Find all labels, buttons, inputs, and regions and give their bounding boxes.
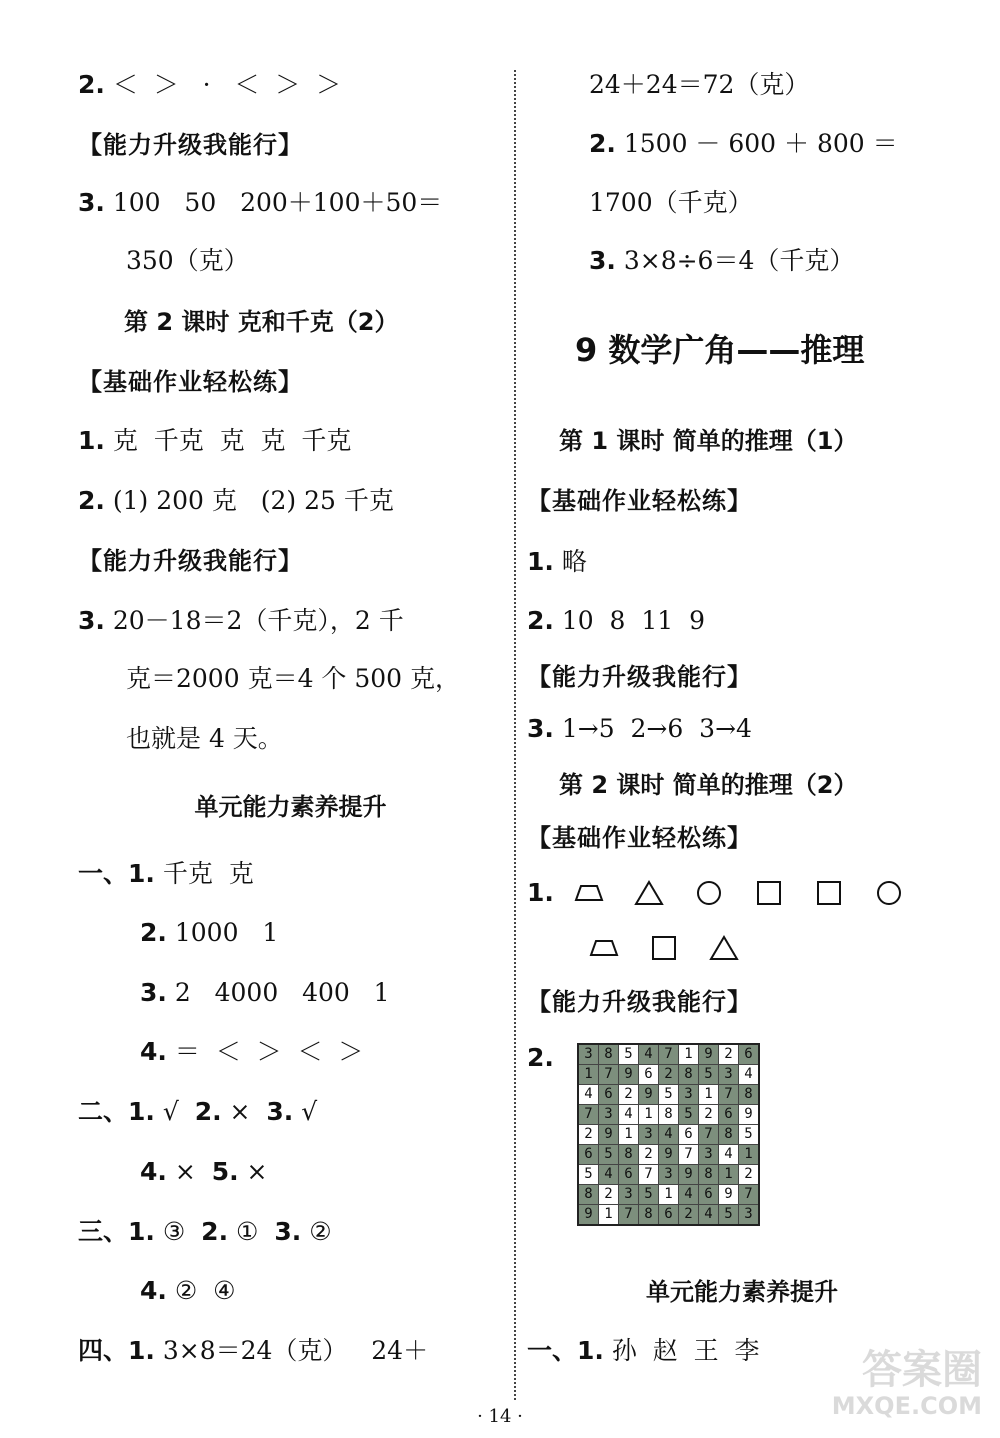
sudoku-row	[578, 1165, 759, 1185]
sudoku-cell: 2	[719, 1044, 739, 1065]
answer-line	[140, 1276, 236, 1306]
answer-text: √	[293, 1097, 318, 1126]
answer-line	[140, 1157, 268, 1187]
sudoku-cell: 6	[719, 1105, 739, 1125]
question-number: 3.	[140, 978, 167, 1007]
sudoku-cell: 3	[739, 1205, 760, 1226]
section-heading: 【能力升级我能行】	[78, 547, 303, 575]
sudoku-row	[578, 1085, 759, 1105]
watermark-url: MXQE.COM	[831, 1392, 982, 1420]
answer-text: 1→5 2→6 3→4	[553, 714, 752, 743]
question-number: 2.	[78, 486, 105, 515]
answer-line	[78, 426, 351, 456]
answer-text: ＝ ＜ ＞ ＜ ＞	[166, 1037, 364, 1066]
section-heading: 【能力升级我能行】	[78, 131, 303, 159]
chapter-title: 9 数学广角——推理	[575, 331, 865, 369]
watermark	[812, 1348, 982, 1426]
sudoku-cell: 2	[639, 1145, 659, 1165]
sudoku-cell: 7	[659, 1044, 679, 1065]
sudoku-cell: 5	[659, 1085, 679, 1105]
question-number: 二、1.	[78, 1097, 155, 1126]
question-number: 2.	[194, 1097, 222, 1126]
sudoku-cell: 9	[659, 1145, 679, 1165]
answer-text: 2 4000 400 1	[166, 978, 390, 1007]
answer-text: 1500 － 600 ＋ 800 ＝	[615, 129, 898, 158]
sudoku-cell: 7	[719, 1085, 739, 1105]
sudoku-cell: 6	[599, 1085, 619, 1105]
answer-text: ＜ ＞ · ＜ ＞ ＞	[104, 70, 342, 99]
sudoku-cell: 7	[739, 1185, 760, 1205]
sudoku-cell: 1	[578, 1065, 599, 1085]
sudoku-cell: 6	[679, 1125, 699, 1145]
question-number: 2.	[527, 1043, 554, 1072]
sudoku-cell: 4	[719, 1145, 739, 1165]
sudoku-cell: 3	[659, 1165, 679, 1185]
answer-text: 千克 克	[154, 859, 254, 888]
circle-icon	[874, 880, 904, 906]
lesson-title: 第 2 课时 简单的推理（2）	[559, 771, 858, 799]
answer-line	[589, 129, 898, 159]
sudoku-cell: 5	[739, 1125, 760, 1145]
answer-line	[78, 486, 394, 516]
sudoku-cell: 6	[619, 1165, 639, 1185]
answer-line	[140, 1037, 363, 1067]
triangle-icon	[634, 880, 664, 906]
answer-text: ×	[221, 1097, 267, 1126]
sudoku-cell: 1	[699, 1085, 719, 1105]
question-number: 3.	[527, 714, 554, 743]
sudoku-cell: 3	[599, 1105, 619, 1125]
sudoku-cell: 7	[639, 1165, 659, 1185]
answer-text: 孙 赵 王 李	[603, 1336, 760, 1365]
sudoku-cell: 2	[599, 1185, 619, 1205]
sudoku-cell: 1	[659, 1185, 679, 1205]
sudoku-cell: 9	[739, 1105, 760, 1125]
answer-text: 10 8 11 9	[553, 606, 705, 635]
sudoku-cell: 7	[679, 1145, 699, 1165]
answer-text: ② ④	[166, 1276, 236, 1305]
sudoku-cell: 5	[599, 1145, 619, 1165]
sudoku-cell: 2	[578, 1125, 599, 1145]
answer-text: 略	[553, 547, 587, 576]
sudoku-cell: 1	[619, 1125, 639, 1145]
answer-line	[527, 547, 587, 577]
question-number: 3.	[78, 606, 105, 635]
question-number: 2.	[589, 129, 616, 158]
answer-text: ②	[301, 1217, 332, 1246]
answer-text: √	[154, 1097, 195, 1126]
answer-text: 100 50 200＋100＋50＝	[104, 188, 443, 217]
sudoku-grid	[577, 1043, 760, 1226]
trapezoid-icon	[574, 880, 604, 906]
sudoku-cell: 6	[578, 1145, 599, 1165]
section-heading: 【能力升级我能行】	[527, 663, 752, 691]
answer-line	[140, 978, 390, 1008]
section-heading: 【能力升级我能行】	[527, 988, 752, 1016]
question-number: 3.	[274, 1217, 302, 1246]
question-number: 一、1.	[527, 1336, 604, 1365]
question-number: 三、1.	[78, 1217, 155, 1246]
answer-text: 3×8＝24（克） 24＋	[154, 1336, 429, 1365]
sudoku-cell: 3	[699, 1145, 719, 1165]
sudoku-cell: 1	[599, 1205, 619, 1226]
sudoku-row	[578, 1145, 759, 1165]
sudoku-cell: 8	[719, 1125, 739, 1145]
sudoku-cell: 9	[619, 1065, 639, 1085]
answer-line: 350（克）	[126, 246, 249, 275]
answer-line	[78, 1217, 332, 1247]
question-number: 2.	[201, 1217, 229, 1246]
sudoku-cell: 7	[699, 1125, 719, 1145]
question-number: 2.	[527, 606, 554, 635]
square-icon	[754, 880, 784, 906]
sudoku-cell: 8	[659, 1105, 679, 1125]
sudoku-cell: 4	[599, 1165, 619, 1185]
square-icon	[649, 935, 679, 961]
sudoku-cell: 4	[739, 1065, 760, 1085]
sudoku-cell: 9	[639, 1085, 659, 1105]
sudoku-cell: 3	[639, 1125, 659, 1145]
sudoku-cell: 4	[679, 1185, 699, 1205]
sudoku-cell: 9	[719, 1185, 739, 1205]
answer-line	[589, 246, 854, 276]
sudoku-cell: 7	[599, 1065, 619, 1085]
answer-text: 1000 1	[166, 918, 279, 947]
sudoku-cell: 8	[599, 1044, 619, 1065]
sudoku-cell: 6	[639, 1065, 659, 1085]
answer-text: 20－18＝2（千克），2 千	[104, 606, 404, 635]
watermark-logo: 答案圈	[862, 1347, 982, 1393]
answer-line	[527, 1336, 760, 1366]
circle-icon	[694, 880, 724, 906]
answer-line	[78, 1097, 317, 1127]
sudoku-cell: 4	[639, 1044, 659, 1065]
answer-text: ①	[228, 1217, 275, 1246]
answer-text: ×	[238, 1157, 268, 1186]
sudoku-cell: 5	[719, 1205, 739, 1226]
question-number: 3.	[266, 1097, 294, 1126]
answer-line	[78, 188, 442, 218]
answer-text: (1) 200 克 (2) 25 千克	[104, 486, 394, 515]
shape-sequence	[527, 878, 904, 908]
sudoku-cell: 8	[639, 1205, 659, 1226]
sudoku-cell: 8	[619, 1145, 639, 1165]
sudoku-cell: 9	[679, 1165, 699, 1185]
lesson-title: 第 2 课时 克和千克（2）	[124, 308, 399, 336]
answer-text: ③	[154, 1217, 202, 1246]
sudoku-cell: 6	[699, 1185, 719, 1205]
lesson-title: 单元能力素养提升	[194, 793, 387, 821]
sudoku-cell: 2	[699, 1105, 719, 1125]
sudoku-cell: 5	[639, 1185, 659, 1205]
question-number: 5.	[211, 1157, 239, 1186]
sudoku-cell: 2	[679, 1205, 699, 1226]
sudoku-cell: 9	[578, 1205, 599, 1226]
question-number: 3.	[78, 188, 105, 217]
sudoku-cell: 3	[619, 1185, 639, 1205]
answer-line	[140, 918, 278, 948]
sudoku-cell: 8	[699, 1165, 719, 1185]
sudoku-cell: 5	[699, 1065, 719, 1085]
sudoku-row	[578, 1044, 759, 1065]
question-number: 4.	[140, 1276, 167, 1305]
sudoku-row	[578, 1105, 759, 1125]
question-number: 1.	[527, 878, 554, 907]
sudoku-row	[578, 1125, 759, 1145]
sudoku-cell: 7	[578, 1105, 599, 1125]
sudoku-cell: 5	[578, 1165, 599, 1185]
sudoku-cell: 1	[719, 1165, 739, 1185]
answer-line	[527, 606, 705, 636]
sudoku-cell: 4	[578, 1085, 599, 1105]
square-icon	[814, 880, 844, 906]
answer-line	[78, 70, 341, 100]
sudoku-cell: 4	[699, 1205, 719, 1226]
question-number: 4.	[140, 1037, 167, 1066]
answer-text: 克 千克 克 克 千克	[104, 426, 352, 455]
trapezoid-icon	[589, 935, 619, 961]
question-number: 2.	[78, 70, 105, 99]
answer-line	[78, 606, 404, 636]
question-number: 2.	[140, 918, 167, 947]
answer-text: 3×8÷6＝4（千克）	[615, 246, 855, 275]
question-number: 4.	[140, 1157, 167, 1186]
triangle-icon	[709, 935, 739, 961]
answer-line	[78, 1336, 428, 1366]
sudoku-row	[578, 1205, 759, 1226]
column-divider	[514, 70, 516, 1400]
question-number: 四、1.	[78, 1336, 155, 1365]
sudoku-cell: 3	[578, 1044, 599, 1065]
sudoku-cell: 1	[739, 1145, 760, 1165]
sudoku-cell: 2	[739, 1165, 760, 1185]
page-number: · 14 ·	[477, 1406, 523, 1427]
sudoku-cell: 2	[619, 1085, 639, 1105]
sudoku-cell: 4	[619, 1105, 639, 1125]
sudoku-cell: 9	[699, 1044, 719, 1065]
sudoku-row	[578, 1185, 759, 1205]
question-number: 3.	[589, 246, 616, 275]
sudoku-cell: 5	[619, 1044, 639, 1065]
sudoku-cell: 5	[679, 1105, 699, 1125]
sudoku-cell: 1	[639, 1105, 659, 1125]
sudoku-cell: 8	[679, 1065, 699, 1085]
sudoku-cell: 2	[659, 1065, 679, 1085]
lesson-title: 第 1 课时 简单的推理（1）	[559, 427, 858, 455]
sudoku-cell: 8	[739, 1085, 760, 1105]
sudoku-row	[578, 1065, 759, 1085]
section-heading: 【基础作业轻松练】	[527, 824, 752, 852]
sudoku-cell: 3	[719, 1065, 739, 1085]
sudoku-cell: 7	[619, 1205, 639, 1226]
shape-sequence	[589, 933, 739, 963]
sudoku-cell: 9	[599, 1125, 619, 1145]
sudoku-cell: 6	[659, 1205, 679, 1226]
answer-line: 也就是 4 天。	[126, 724, 283, 753]
question-number: 1.	[78, 426, 105, 455]
answer-line	[78, 859, 254, 889]
answer-text: ×	[166, 1157, 212, 1186]
question-number: 一、1.	[78, 859, 155, 888]
question-number: 1.	[527, 547, 554, 576]
sudoku-cell: 8	[578, 1185, 599, 1205]
answer-line: 克＝2000 克＝4 个 500 克，	[126, 664, 461, 693]
answer-line: 1700（千克）	[589, 188, 753, 217]
sudoku-cell: 3	[679, 1085, 699, 1105]
section-heading: 【基础作业轻松练】	[78, 368, 303, 396]
sudoku-cell: 1	[679, 1044, 699, 1065]
answer-line: 24＋24＝72（克）	[589, 70, 810, 99]
sudoku-cell: 6	[739, 1044, 760, 1065]
sudoku-cell: 4	[659, 1125, 679, 1145]
section-heading: 【基础作业轻松练】	[527, 487, 752, 515]
answer-line	[527, 714, 752, 744]
lesson-title: 单元能力素养提升	[646, 1278, 838, 1306]
